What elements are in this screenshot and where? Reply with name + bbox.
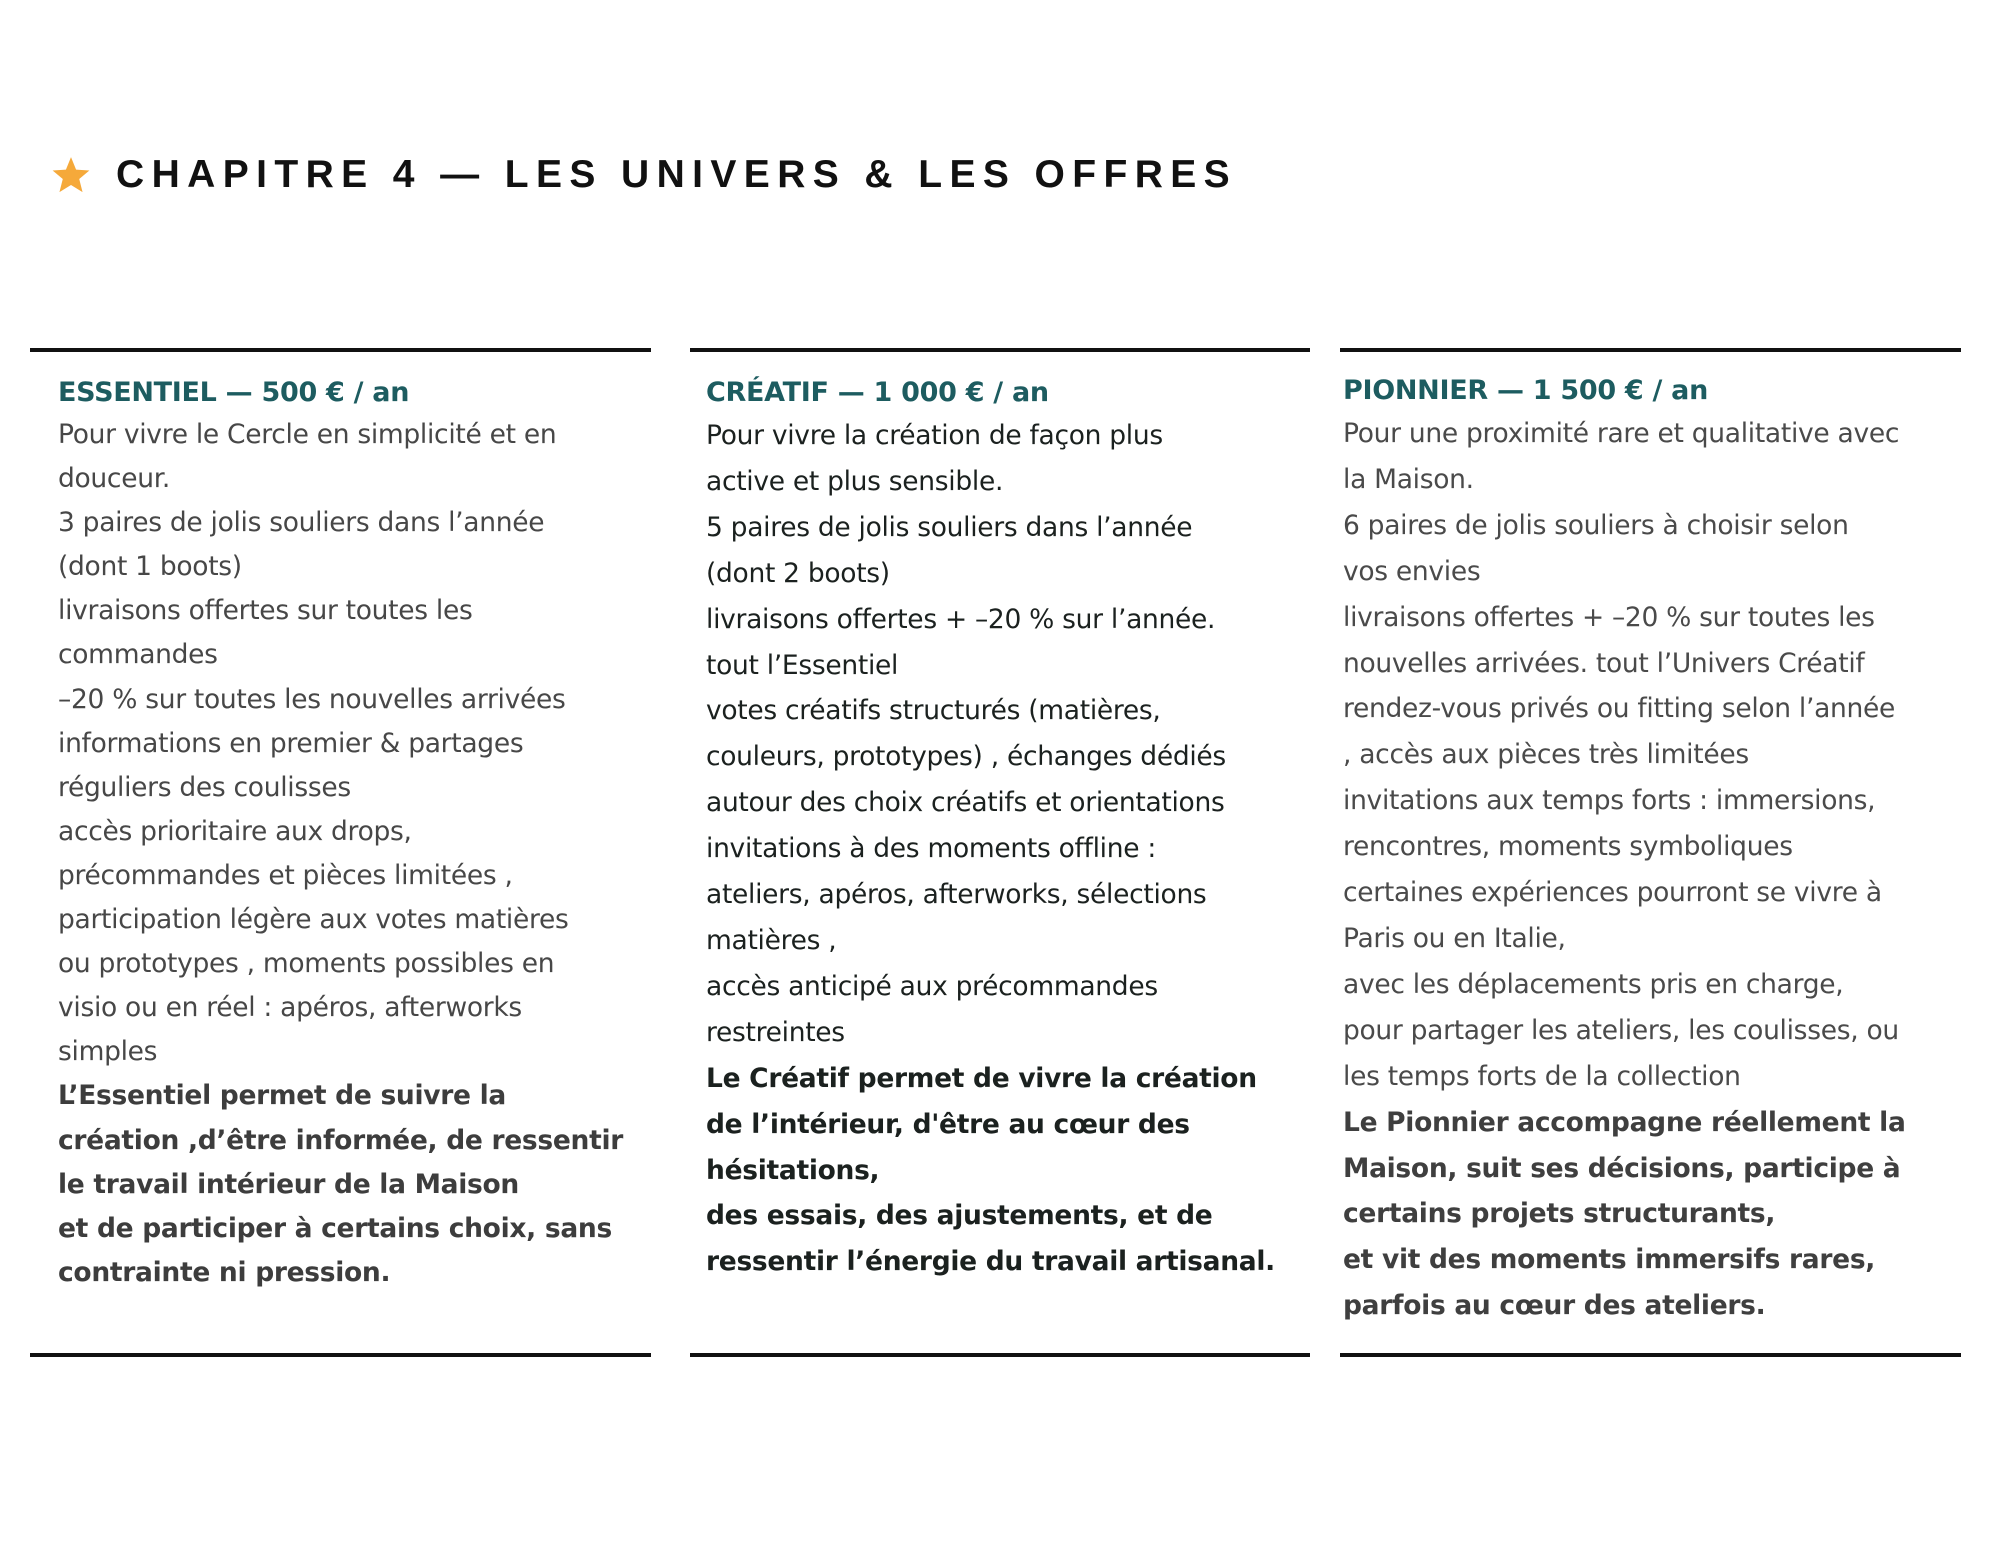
star-icon — [50, 154, 92, 196]
offer-line: vos envies — [1343, 555, 1481, 587]
offer-line: rencontres, moments symboliques — [1343, 831, 1793, 863]
offer-bottom-rule — [690, 1353, 1310, 1357]
offer-line: nouvelles arrivées. tout l’Univers Créatif — [1343, 647, 1865, 679]
offer-line: la Maison. — [1343, 463, 1474, 495]
offer-line: douceur. — [58, 463, 170, 495]
offer-line: matières , — [706, 924, 837, 956]
summary-line: Le Pionnier accompagne réellement la — [1343, 1106, 1906, 1138]
offer-heading: CRÉATIF — 1 000 € / an — [706, 377, 1049, 408]
offer-line: Paris ou en Italie, — [1343, 922, 1566, 954]
offer-line: (dont 2 boots) — [706, 557, 890, 589]
offer-line: votes créatifs structurés (matières, — [706, 695, 1161, 727]
summary-line: contrainte ni pression. — [58, 1256, 391, 1288]
offer-line: , accès aux pièces très limitées — [1343, 739, 1749, 771]
offer-line: invitations à des moments offline : — [706, 833, 1156, 865]
offer-line: tout l’Essentiel — [706, 649, 899, 681]
offer-line: accès anticipé aux précommandes — [706, 970, 1158, 1002]
offer-essentiel — [58, 373, 623, 1295]
offer-features — [706, 413, 1275, 1056]
offer-summary — [706, 1056, 1275, 1286]
offer-line: restreintes — [706, 1016, 845, 1048]
offer-line: 3 paires de jolis souliers dans l’année — [58, 507, 545, 539]
offer-bottom-rule — [30, 1353, 651, 1357]
summary-line: Maison, suit ses décisions, participe à — [1343, 1152, 1901, 1184]
offer-features — [58, 413, 623, 1074]
summary-line: et de participer à certains choix, sans — [58, 1212, 612, 1244]
offer-pionnier — [1343, 371, 1906, 1329]
offer-line: pour partager les ateliers, les coulisses, ou — [1343, 1014, 1899, 1046]
summary-line: certains projets structurants, — [1343, 1198, 1776, 1230]
offer-line: 6 paires de jolis souliers à choisir selon — [1343, 509, 1849, 541]
offer-heading: ESSENTIEL — 500 € / an — [58, 377, 410, 408]
offer-line: active et plus sensible. — [706, 465, 1004, 497]
offer-line: ou prototypes , moments possibles en — [58, 948, 555, 980]
offer-line: autour des choix créatifs et orientations — [706, 787, 1225, 819]
offer-line: couleurs, prototypes) , échanges dédiés — [706, 741, 1226, 773]
summary-line: parfois au cœur des ateliers. — [1343, 1290, 1766, 1322]
offer-line: visio ou en réel : apéros, afterworks — [58, 992, 522, 1024]
offer-top-rule — [30, 348, 651, 352]
offer-line: accès prioritaire aux drops, — [58, 815, 412, 847]
offer-line: livraisons offertes + –20 % sur l’année. — [706, 603, 1216, 635]
summary-line: création ,d’être informée, de ressentir — [58, 1124, 624, 1156]
offer-line: Pour vivre le Cercle en simplicité et en — [58, 419, 557, 450]
star-shape — [53, 157, 90, 192]
summary-line: L’Essentiel permet de suivre la — [58, 1080, 506, 1112]
offer-top-rule — [1340, 348, 1961, 352]
offer-line: les temps forts de la collection — [1343, 1060, 1741, 1092]
offer-line: simples — [58, 1036, 158, 1068]
offer-bottom-rule — [1340, 1353, 1961, 1357]
chapter-title-text: CHAPITRE 4 — LES UNIVERS & LES OFFRES — [116, 153, 1238, 196]
offer-line: avec les déplacements pris en charge, — [1343, 968, 1844, 1000]
offer-line: Pour une proximité rare et qualitative avec — [1343, 418, 1900, 449]
offer-line: ateliers, apéros, afterworks, sélections — [706, 879, 1207, 911]
offer-line: invitations aux temps forts : immersions, — [1343, 785, 1876, 817]
offer-line: livraisons offertes + –20 % sur toutes les — [1343, 601, 1875, 633]
summary-line: des essais, des ajustements, et de — [706, 1200, 1213, 1232]
offer-creatif — [706, 373, 1275, 1285]
offer-line: informations en premier & partages — [58, 727, 524, 759]
offer-line: précommandes et pièces limitées , — [58, 859, 513, 891]
offer-features — [1343, 411, 1906, 1100]
offer-line: –20 % sur toutes les nouvelles arrivées — [58, 683, 566, 715]
offer-line: Pour vivre la création de façon plus — [706, 420, 1163, 451]
offer-heading: PIONNIER — 1 500 € / an — [1343, 375, 1708, 406]
offer-summary — [58, 1074, 623, 1294]
offer-top-rule — [690, 348, 1310, 352]
offer-summary — [1343, 1100, 1906, 1330]
summary-line: hésitations, — [706, 1154, 880, 1186]
offer-line: participation légère aux votes matières — [58, 904, 569, 936]
offer-line: certaines expériences pourront se vivre à — [1343, 877, 1882, 909]
summary-line: de l’intérieur, d'être au cœur des — [706, 1108, 1190, 1140]
summary-line: Le Créatif permet de vivre la création — [706, 1062, 1257, 1094]
offer-line: commandes — [58, 639, 218, 671]
offer-line: livraisons offertes sur toutes les — [58, 595, 473, 627]
summary-line: le travail intérieur de la Maison — [58, 1168, 519, 1200]
offer-line: réguliers des coulisses — [58, 771, 351, 803]
offer-line: rendez-vous privés ou fitting selon l’année — [1343, 693, 1896, 725]
summary-line: ressentir l’énergie du travail artisanal. — [706, 1246, 1275, 1278]
offer-line: 5 paires de jolis souliers dans l’année — [706, 511, 1193, 543]
offer-line: (dont 1 boots) — [58, 551, 242, 583]
chapter-title — [50, 150, 1237, 200]
summary-line: et vit des moments immersifs rares, — [1343, 1244, 1876, 1276]
